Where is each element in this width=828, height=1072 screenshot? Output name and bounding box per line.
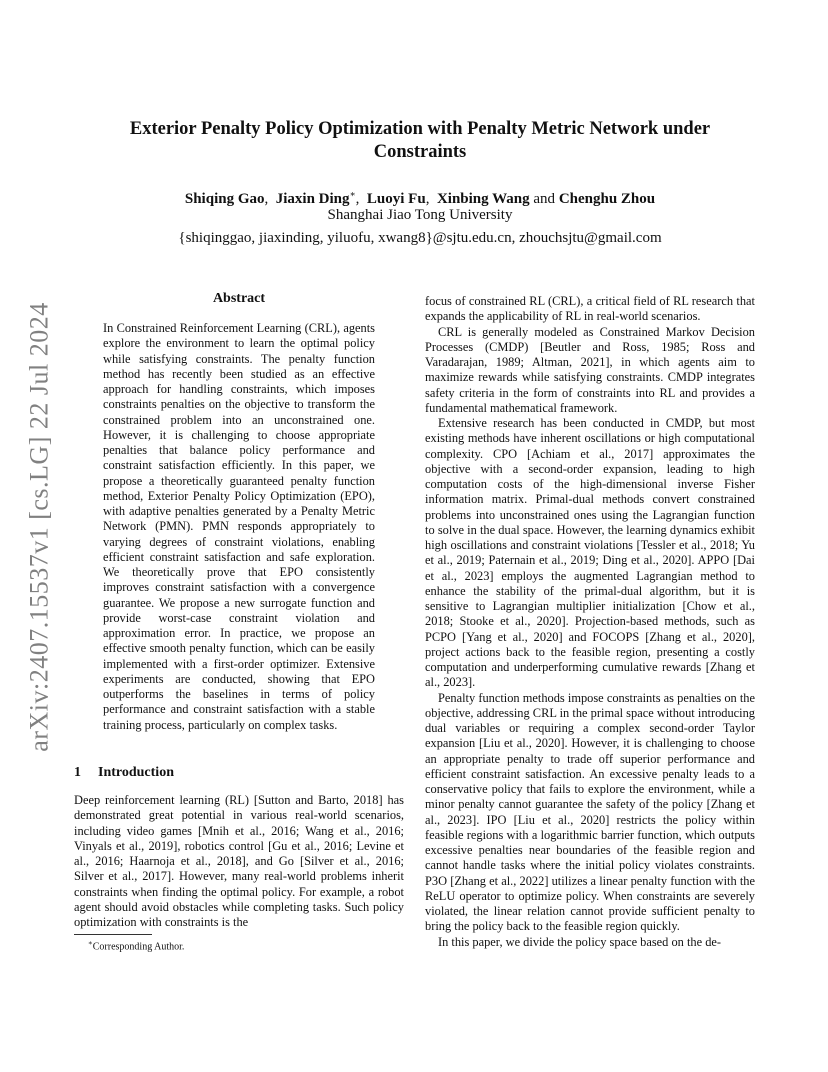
footnote <box>88 939 184 952</box>
footnote-text: Corresponding Author. <box>92 941 185 953</box>
abstract-body: In Constrained Reinforcement Learning (CRL), agents explore the environment to learn the optimal policy while satisfying constraints. The penalty function method has recently been studied as an effective approach for handling constraints, which imposes constraints penalties on the objective to transform the constrained problem into an unconstrained one. However, it is challenging to choose appropriate penalties that balance policy performance and constraint satisfaction efficiently. In this paper, we propose a theoretically guaranteed penalty function method, Exterior Penalty Policy Optimization (EPO), with adaptive penalties generated by a Penalty Metric Network (PMN). PMN responds appropriately to varying degrees of constraint violations, enabling efficient constraint satisfaction and safe exploration. We theoretically prove that EPO consistently improves constraint satisfaction with a convergence guarantee. We propose a new surrogate function and provide worst-case constraint violation and approximation error. In practice, we propose an effective smooth penalty function, which can be easily implemented with a first-order optimizer. Extensive experiments are conducted, showing that EPO outperforms the baselines in terms of policy performance and constraint satisfaction with a stable training process, particularly on complex tasks. <box>103 321 375 732</box>
paragraph-penalty-methods: Penalty function methods impose constraints as penalties on the objective, addressing CRL in the primal space without introducing dual variables or requiring a complex second-order Taylor expansion [Liu et al., 2020]. However, it is challenging to choose an appropriate penalty to trade off superior performance and efficient constraint satisfaction. An excessive penalty leads to a conservative policy that fails to explore the environment, while a minor penalty cannot guarantee the safety of the policy [Zhang et al., 2023]. IPO [Liu et al., 2020] restricts the policy within feasible regions with a logarithmic barrier function, which outputs excessive penalties near boundaries of the feasible region and cannot handle tasks where the initial policy violates constraints. P3O [Zhang et al., 2022] utilizes a linear penalty function with the ReLU operator to optimize policy. When constraints are severely violated, the linear relation cannot provide sufficient penalty to bring the policy back to the feasible region quickly. <box>425 690 755 934</box>
author-1: Shiqing Gao <box>184 191 265 207</box>
abstract-heading: Abstract <box>212 291 266 306</box>
paragraph-existing-methods: Extensive research has been conducted in CMDP, but most existing methods have inherent oscillations or high computational complexity. CPO [Achiam et al., 2017] approximates the objective with a second-order expansion, leading to high computation costs of the high-dimensional inverse Fisher information matrix. Primal-dual methods convert constrained problems into unconstrained ones using the Lagrangian function to solve in the dual space. However, the learning dynamics exhibit high oscillations and constraint violations [Tessler et al., 2018; Yu et al., 2019; Paternain et al., 2019; Ding et al., 2020]. APPO [Dai et al., 2023] employs the augmented Lagrangian method to enhance the stability of the primal-dual algorithm, but it is sensitive to Lagrangian multiplier initialization [Chow et al., 2018; Stooke et al., 2020]. Projection-based methods, such as PCPO [Yang et al., 2020] and FOCOPS [Zhang et al., 2020], project actions back to the feasible region, presenting a costly computation and underperforming cumulative rewards [Zhang et al., 2023]. <box>425 416 755 690</box>
paragraph-continued: focus of constrained RL (CRL), a critical field of RL research that expands the applicability of RL in real-world scenarios. <box>425 294 755 324</box>
affiliation: Shanghai Jiao Tong University <box>327 207 513 223</box>
author-3: Luoyi Fu <box>366 191 426 207</box>
paragraph-this-paper: In this paper, we divide the policy space based on the de- <box>438 934 722 949</box>
author-list: Shiqing Gao, Jiaxin Ding∗, Luoyi Fu, Xinbing Wang and Chenghu Zhou <box>184 189 656 207</box>
intro-column <box>74 793 404 930</box>
title-line-2: Constraints <box>373 142 467 162</box>
section-title: Introduction <box>98 765 174 780</box>
section-number: 1 <box>74 765 81 780</box>
right-column <box>425 294 755 950</box>
arxiv-stamp <box>20 296 60 758</box>
intro-paragraph: Deep reinforcement learning (RL) [Sutton and Barto, 2018] has demonstrated great potential in various real-world scenarios, including video games [Mnih et al., 2016; Wang et al., 2016; Vinyals et al., 2019], robotics control [Gu et al., 2016; Levine et al., 2016; Haarnoja et al., 2018], and Go [Silver et al., 2016; Silver et al., 2017]. However, many real-world problems inherit constraints when finding the optimal policy. For example, a robot agent should avoid obstacles while completing tasks. Such policy optimization with constraints is the <box>74 793 404 929</box>
section-heading <box>74 765 174 781</box>
author-5: Chenghu Zhou <box>558 191 656 207</box>
author-and: and <box>533 191 556 207</box>
arxiv-stamp-text: arXiv:2407.15537v1 [cs.LG] 22 Jul 2024 <box>25 302 54 752</box>
title-line-1: Exterior Penalty Policy Optimization with Penalty Metric Network under <box>129 119 711 139</box>
footnote-rule <box>74 934 152 935</box>
author-2: Jiaxin Ding <box>275 191 350 207</box>
author-4: Xinbing Wang <box>436 191 530 207</box>
footnote-mark: ∗ <box>88 939 93 947</box>
email-line: {shiqinggao, jiaxinding, yiluofu, xwang8}@sjtu.edu.cn, zhouchsjtu@gmail.com <box>178 230 662 246</box>
corresponding-mark: ∗ <box>349 189 356 199</box>
paper-title <box>90 118 750 164</box>
paragraph-cmdp: CRL is generally modeled as Constrained Markov Decision Processes (CMDP) [Beutler and Ross, 1985; Ross and Varadarajan, 1989; Altman, 2021], in which agents aim to maximize rewards while satisfying constraints. CMDP integrates safety criteria in the form of constraints into RL and provides a fundamental mathematical framework. <box>425 324 755 415</box>
